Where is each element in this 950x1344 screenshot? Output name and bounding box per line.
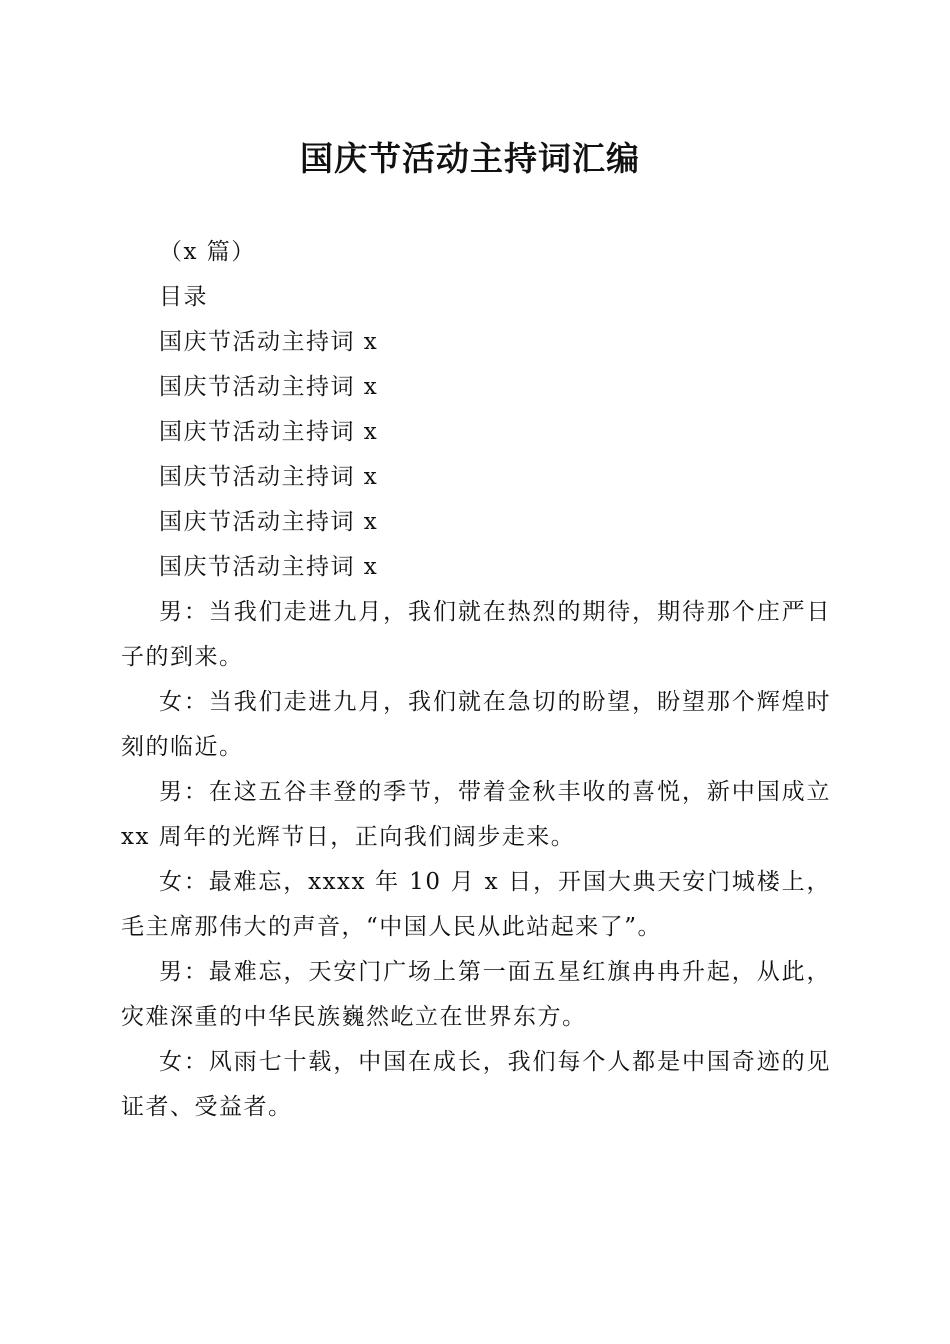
- dialogue-paragraph: 男：在这五谷丰登的季节，带着金秋丰收的喜悦，新中国成立 xx 周年的光辉节日，正向我们阔步走来。: [121, 779, 831, 850]
- toc-heading: 目录: [159, 284, 208, 310]
- dialogue-paragraph: 女：风雨七十载，中国在成长，我们每个人都是中国奇迹的见证者、受益者。: [121, 1049, 831, 1120]
- dialogue-paragraph: 男：当我们走进九月，我们就在热烈的期待，期待那个庄严日子的到来。: [121, 599, 831, 670]
- document-title: 国庆节活动主持词汇编: [300, 139, 640, 178]
- toc-item: 国庆节活动主持词 x: [159, 329, 379, 355]
- toc-item: 国庆节活动主持词 x: [159, 464, 379, 490]
- dialogue-paragraph: 男：最难忘，天安门广场上第一面五星红旗冉冉升起，从此，灾难深重的中华民族巍然屹立在世界东方。: [121, 959, 831, 1030]
- document-body: [121, 230, 831, 1130]
- dialogue-paragraph: 女：当我们走进九月，我们就在急切的盼望，盼望那个辉煌时刻的临近。: [121, 689, 831, 760]
- toc-item: 国庆节活动主持词 x: [159, 374, 379, 400]
- toc-item: 国庆节活动主持词 x: [159, 509, 379, 535]
- toc-item: 国庆节活动主持词 x: [159, 419, 379, 445]
- dialogue-paragraph: 女：最难忘，xxxx 年 10 月 x 日，开国大典天安门城楼上，毛主席那伟大的声音，“中国人民从此站起来了”。: [121, 869, 831, 940]
- toc-item: 国庆节活动主持词 x: [159, 554, 379, 580]
- count-note: （x 篇）: [159, 239, 256, 265]
